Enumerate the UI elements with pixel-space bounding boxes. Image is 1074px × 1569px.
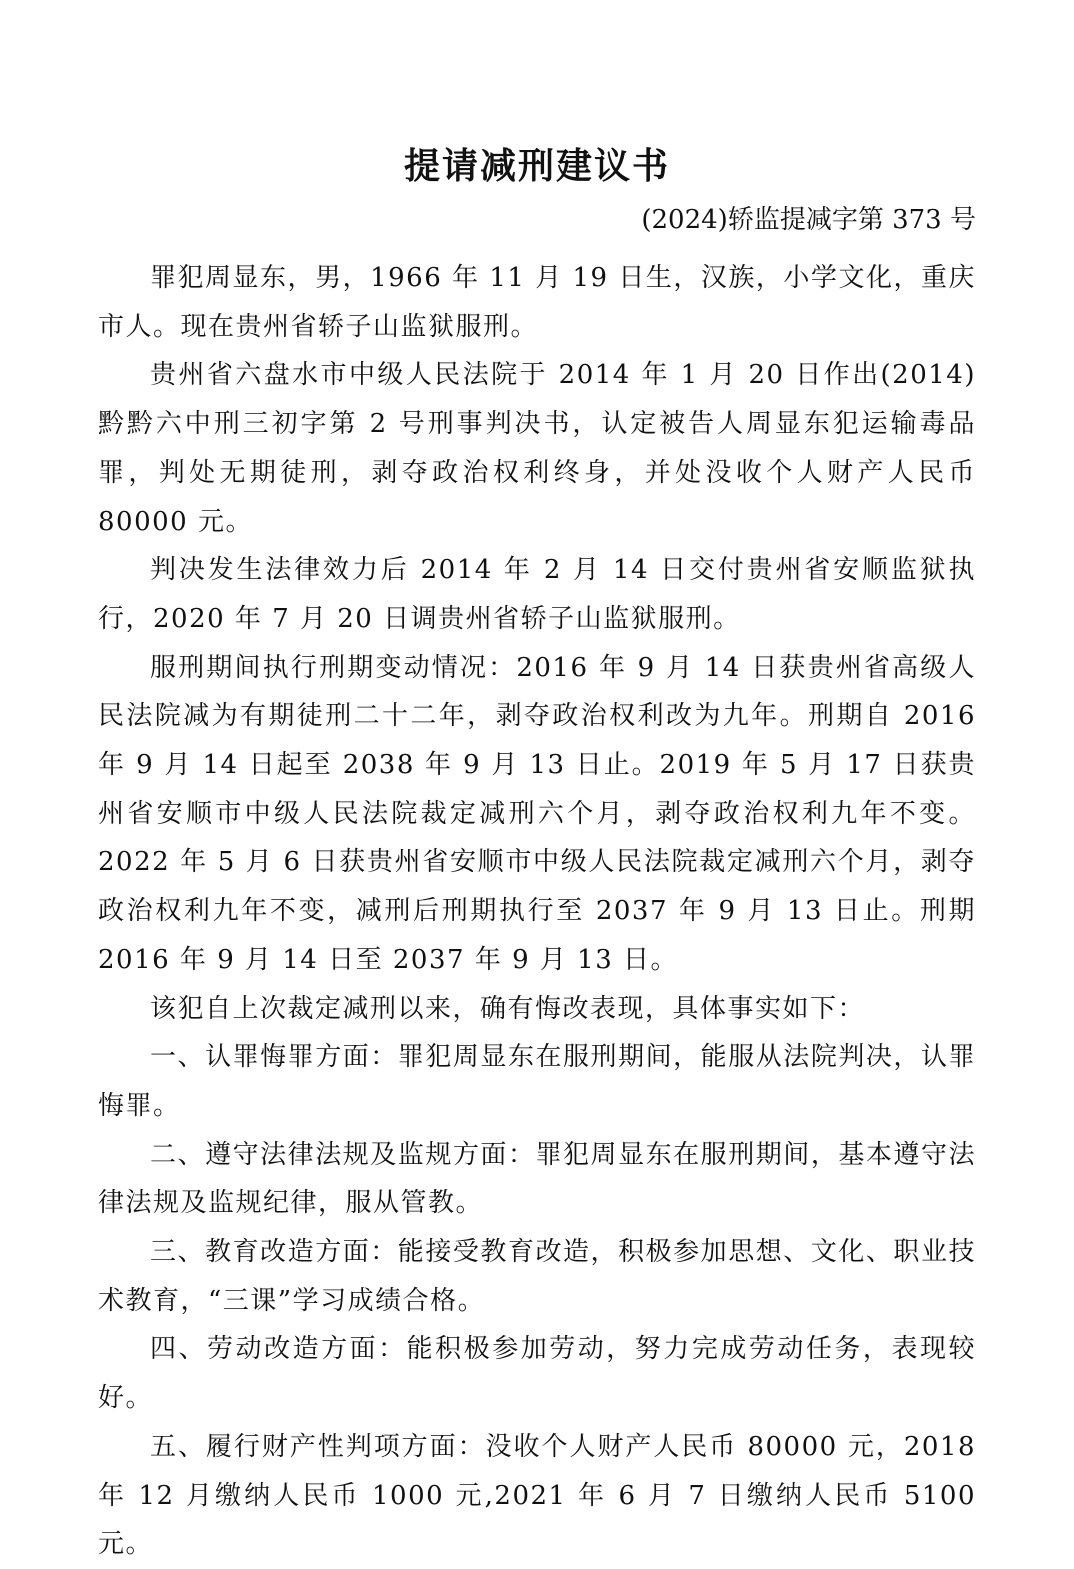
paragraph-education: 三、教育改造方面：能接受教育改造，积极参加思想、文化、职业技术教育，“三课”学习成绩合格。 [98,1237,976,1316]
document-title: 提请减刑建议书 [403,146,670,187]
paragraph-offender-info: 罪犯周显东，男，1966 年 11 月 19 日生，汉族，小学文化，重庆市人。现在贵州省轿子山监狱服刑。 [98,263,976,342]
paragraph-sentence-changes: 服刑期间执行刑期变动情况：2016 年 9 月 14 日获贵州省高级人民法院减为有期徒刑二十二年，剥夺政治权利改为九年。刑期自 2016 年 9 月 14 日起至 2038 年 9 月 13 日止。2019 年 5 月 17 日获贵州省安顺市中级人民法院裁定减刑六个月，剥夺政治权利九年不变。2022 年 5 月 6 日获贵州省安顺市中级人民法院裁定减刑六个月，剥夺政治权利九年不变，减刑后刑期执行至 2037 年 9 月 13 日止。刑期 2016 年 9 月 14 日至 2037 年 9 月 13 日。 [98,652,976,975]
paragraph-property-penalty: 五、履行财产性判项方面：没收个人财产人民币 80000 元，2018 年 12 月缴纳人民币 1000 元,2021 年 6 月 7 日缴纳人民币 5100 元。 [98,1431,976,1560]
paragraph-original-judgment: 贵州省六盘水市中级人民法院于 2014 年 1 月 20 日作出(2014)黔黔六中刑三初字第 2 号刑事判决书，认定被告人周显东犯运输毒品罪，判处无期徒刑，剥夺政治权利终身，并处没收个人财产人民币 80000 元。 [98,360,976,537]
document-body [98,254,976,1569]
paragraph-facts-intro: 该犯自上次裁定减刑以来，确有悔改表现，具体事实如下： [150,993,866,1024]
paragraph-compliance: 二、遵守法律法规及监规方面：罪犯周显东在服刑期间，基本遵守法律法规及监规纪律，服从管教。 [98,1139,976,1219]
paragraph-labor: 四、劳动改造方面：能积极参加劳动，努力完成劳动任务，表现较好。 [98,1334,976,1414]
paragraph-execution: 判决发生法律效力后 2014 年 2 月 14 日交付贵州省安顺监狱执行，2020 年 7 月 20 日调贵州省轿子山监狱服刑。 [98,555,976,634]
paragraph-repentance: 一、认罪悔罪方面：罪犯周显东在服刑期间，能服从法院判决，认罪悔罪。 [98,1042,976,1121]
document-number: (2024)轿监提减字第 373 号 [641,205,976,235]
